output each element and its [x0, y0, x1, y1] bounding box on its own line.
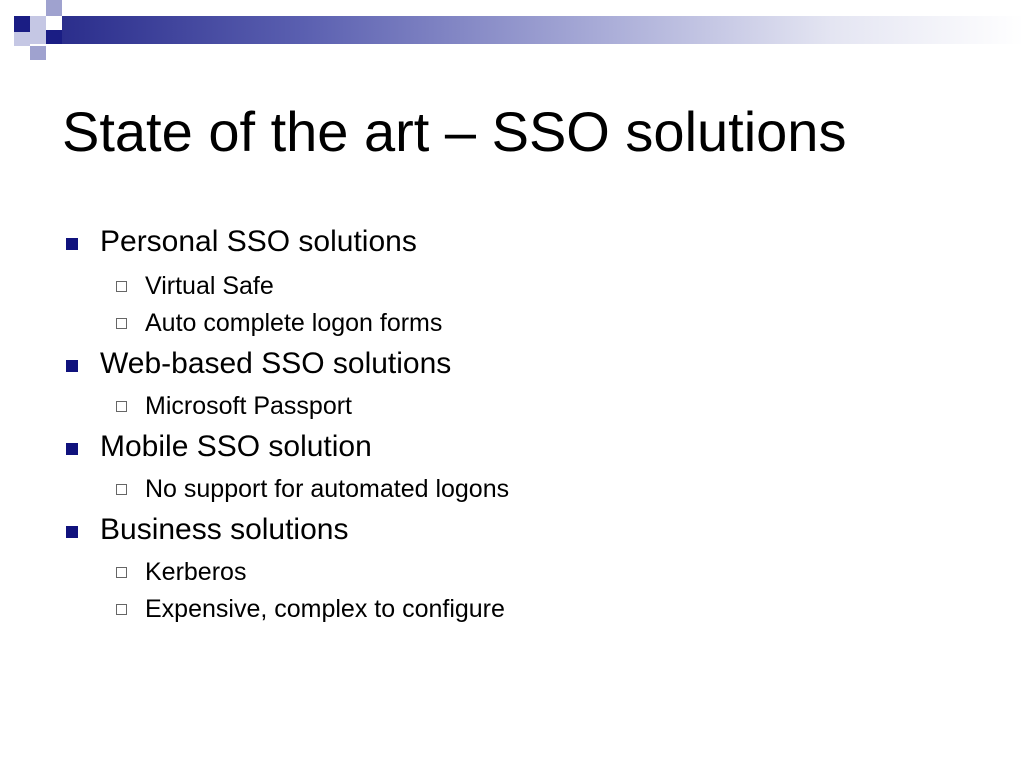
hollow-square-bullet-icon — [116, 401, 127, 412]
decor-square-light — [14, 32, 30, 46]
sub-bullet-text: Kerberos — [145, 558, 247, 586]
decor-square-dark — [14, 16, 30, 32]
decor-square-dark — [46, 30, 62, 44]
sub-bullet-text: Microsoft Passport — [145, 392, 353, 420]
bullet-text: Personal SSO solutions — [100, 225, 417, 258]
square-bullet-icon — [66, 443, 78, 455]
bullet-text: Business solutions — [100, 513, 349, 546]
decor-square-mid — [46, 0, 62, 16]
square-bullet-icon — [66, 238, 78, 250]
sub-bullet-text: No support for automated logons — [145, 475, 510, 503]
sub-bullet-text: Virtual Safe — [145, 272, 274, 300]
hollow-square-bullet-icon — [116, 484, 127, 495]
decor-square-mid — [30, 46, 46, 60]
square-bullet-icon — [66, 360, 78, 372]
hollow-square-bullet-icon — [116, 604, 127, 615]
hollow-square-bullet-icon — [116, 318, 127, 329]
bullet-text: Web-based SSO solutions — [100, 347, 452, 380]
sub-bullet-text: Expensive, complex to configure — [145, 595, 505, 623]
hollow-square-bullet-icon — [116, 281, 127, 292]
slide-title: State of the art – SSO solutions — [62, 100, 847, 163]
hollow-square-bullet-icon — [116, 567, 127, 578]
header-gradient-bar — [62, 16, 1024, 44]
decor-square-light — [30, 16, 46, 30]
decor-square-light — [30, 30, 46, 44]
sub-bullet-text: Auto complete logon forms — [145, 309, 443, 337]
bullet-text: Mobile SSO solution — [100, 430, 372, 463]
square-bullet-icon — [66, 526, 78, 538]
header-decoration — [0, 0, 1024, 60]
